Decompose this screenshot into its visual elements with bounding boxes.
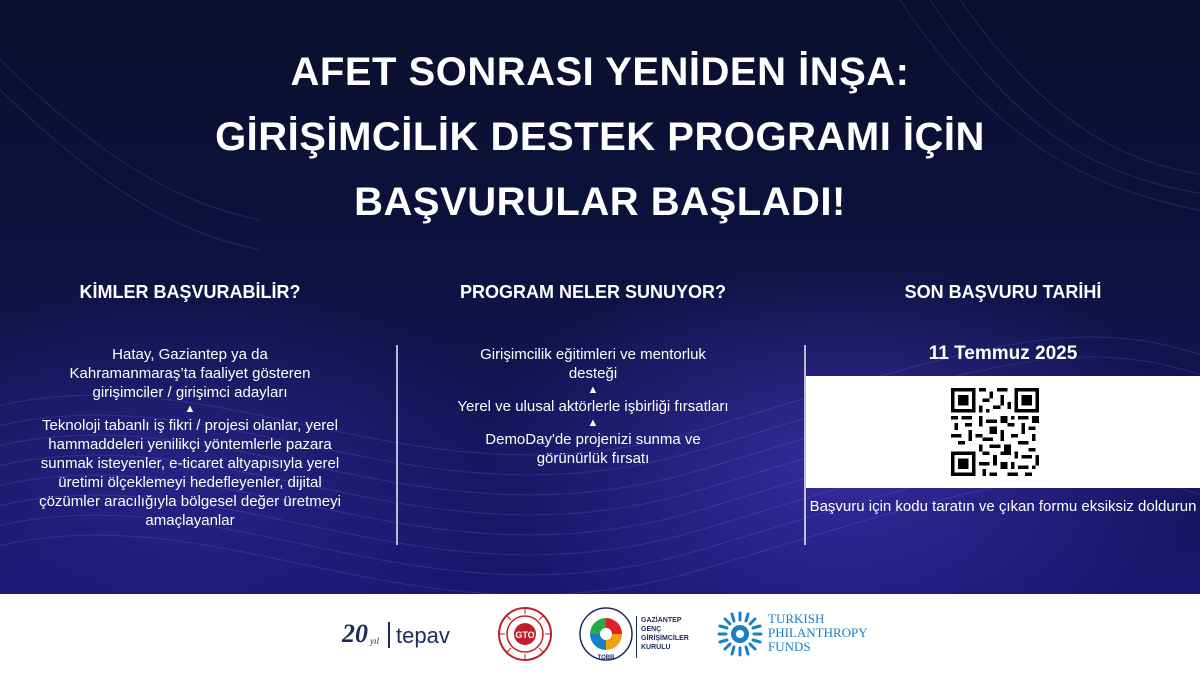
eligibility-item: Teknoloji tabanlı iş fikri / projesi olanlar, yerel hammaddeleri yenilikçi yöntemlerle pazara sunmak isteyenler, e-ticaret altyapısıyla yerel üretimi ölçeklemeyi hedefleyenler, dijital çözümler aracılığıyla bölgesel değer üretmeyi amaçlayanlar	[39, 417, 341, 529]
separator-triangle-icon: ▲	[587, 417, 599, 429]
qr-code-band	[806, 376, 1200, 488]
separator-triangle-icon: ▲	[587, 384, 599, 396]
who-can-apply-list	[30, 345, 350, 530]
tpf-wordmark	[768, 612, 878, 658]
gto-seal-logo	[497, 606, 553, 662]
ggk-line: GENÇ	[641, 626, 662, 633]
tepav-name: tepav	[396, 623, 450, 648]
offer-item: Girişimcilik eğitimleri ve mentorluk desteği	[480, 346, 706, 382]
tpf-line: PHILANTHROPY	[768, 625, 868, 640]
tpf-sunburst-icon	[716, 610, 764, 658]
offer-item: DemoDay'de projenizi sunma ve görünürlük fırsatı	[485, 431, 701, 467]
ggk-logo-text	[636, 616, 706, 658]
partner-logos-bar	[0, 594, 1200, 675]
qr-code[interactable]	[951, 388, 1039, 476]
ggk-line: GAZİANTEP	[641, 617, 682, 624]
title-line-3: BAŞVURULAR BAŞLADI!	[354, 180, 846, 224]
ggk-line: KURULU	[641, 644, 671, 651]
separator-triangle-icon: ▲	[184, 403, 196, 415]
column-divider	[396, 345, 398, 545]
gto-text: GTO	[515, 630, 535, 640]
eligibility-item: Hatay, Gaziantep ya da Kahramanmaraş’ta faaliyet gösteren girişimciler / girişimci adayları	[69, 346, 311, 401]
qr-instruction: Başvuru için kodu taratın ve çıkan formu eksiksiz doldurun	[809, 498, 1197, 515]
tobb-text: TOBB	[597, 655, 615, 661]
tepav-logo	[340, 614, 480, 654]
tepav-yil: yıl	[370, 636, 379, 646]
offer-item: Yerel ve ulusal aktörlerle işbirliği fırsatları	[457, 398, 729, 415]
deadline-heading: SON BAŞVURU TARİHİ	[904, 282, 1102, 302]
program-offers-heading: PROGRAM NELER SUNUYOR?	[459, 282, 726, 302]
program-offers-list	[418, 345, 768, 468]
tobb-seal-logo	[578, 606, 634, 662]
deadline-date: 11 Temmuz 2025	[928, 343, 1078, 364]
tpf-line: FUNDS	[768, 639, 811, 654]
title-line-1: AFET SONRASI YENİDEN İNŞA:	[290, 50, 910, 94]
ggk-line: GİRİŞİMCİLER	[641, 635, 689, 642]
who-can-apply-heading: KİMLER BAŞVURABİLİR?	[79, 282, 301, 302]
title-line-2: GİRİŞİMCİLİK DESTEK PROGRAMI İÇİN	[215, 115, 985, 159]
tepav-years: 20	[342, 619, 368, 648]
tpf-line: TURKISH	[768, 611, 825, 626]
